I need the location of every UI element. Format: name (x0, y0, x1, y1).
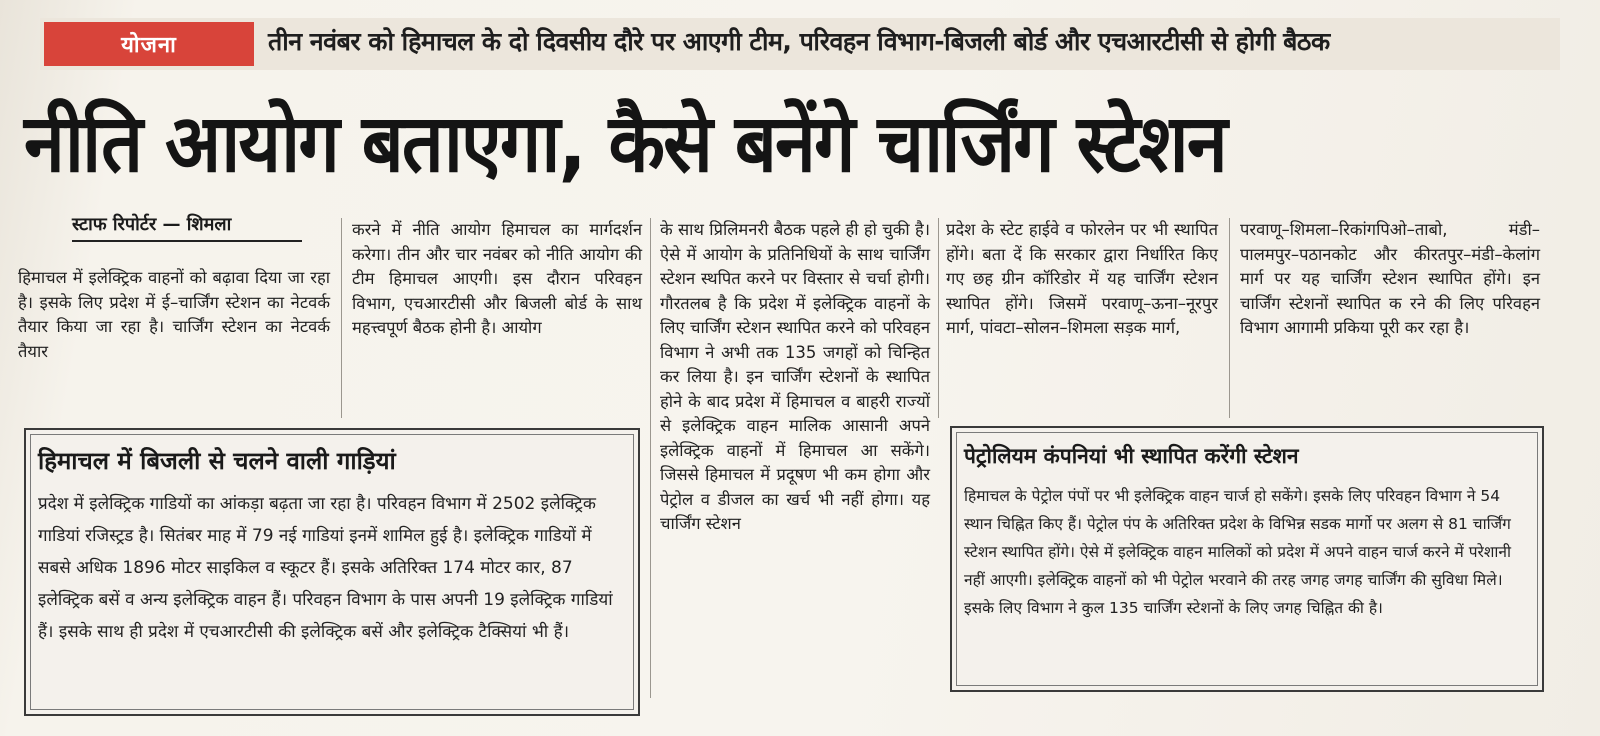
column-text: के साथ प्रिलिमनरी बैठक पहले ही हो चुकी है। ऐसे में आयोग के प्रतिनिधियों के साथ चार्जिंग स्टेशन स्थपित करने पर विस्तार से चर्चा होगी। गौरतलब है कि प्रदेश में इलेक्ट्रिक वाहनों के लिए चार्जिंग स्टेशन स्थापित करने को परिवहन विभाग ने अभी तक 135 जगहों को चिन्हित कर लिया है। इन चार्जिंग स्टेशनों के स्थापित होने के बाद प्रदेश में हिमाचल व बाहरी राज्यों से इलेक्ट्रिक वाहन मालिक आसानी अपने इलेक्ट्रिक वाहनों में हिमाचल आ सकेंगे। जिससे हिमाचल में प्रदूषण भी कम होगा और पेट्रोल व डीजल का खर्च भी नहीं होगा। यह चार्जिंग स्टेशन (660, 220, 930, 533)
column-text: प्रदेश के स्टेट हाईवे व फोरलेन पर भी स्थापित होंगे। बता दें कि सरकार द्वारा निर्धारित किए गए छह ग्रीन कॉरिडोर में यह चार्जिंग स्टेशन स्थापित होंगे। जिसमें परवाणू–ऊना–नूरपुर मार्ग, पांवटा–सोलन–शिमला सड़क मार्ग, (946, 220, 1218, 337)
article-column-4 (946, 218, 1218, 341)
column-divider (650, 218, 651, 698)
column-text: करने में नीति आयोग हिमाचल का मार्गदर्शन करेगा। तीन और चार नवंबर को नीति आयोग की टीम हिमाचल आएगी। इस दौरान परिवहन विभाग, एचआरटीसी और बिजली बोर्ड के साथ महत्त्वपूर्ण बैठक होनी है। आयोग (352, 220, 642, 337)
headline: नीति आयोग बताएगा, कैसे बनेंगे चार्जिंग स्टेशन (24, 97, 1226, 190)
kicker-line: तीन नवंबर को हिमाचल के दो दिवसीय दौरे पर आएगी टीम, परिवहन विभाग-बिजली बोर्ड और एचआरटीसी से होगी बैठक (268, 27, 1330, 56)
article-column-1 (18, 266, 330, 364)
byline: स्टाफ रिपोर्टर — शिमला (72, 212, 302, 242)
article-column-3 (660, 218, 930, 537)
column-text: परवाणू–शिमला–रिकांगपिओ–ताबो, मंडी–पालमपुर–पठानकोट और कीरतपुर–मंडी–केलांग मार्ग पर यह चार्जिंग स्टेशन स्थापित होंगे। इन चार्जिंग स्टेशनों स्थापित क रने की लिए परिवहन विभाग आगामी प्रकिया पूरी कर रहा है। (1240, 220, 1540, 337)
box-title: पेट्रोलियम कंपनियां भी स्थापित करेंगी स्टेशन (964, 444, 1299, 468)
column-text: हिमाचल में इलेक्ट्रिक वाहनों को बढ़ावा दिया जा रहा है। इसके लिए प्रदेश में ई–चार्जिंग स्टेशन का नेटवर्क तैयार किया जा रहा है। चार्जिंग स्टेशन का नेटवर्क तैयार (18, 268, 330, 361)
section-tag: योजना (44, 22, 254, 66)
box-title: हिमाचल में बिजली से चलने वाली गाड़ियां (38, 447, 396, 475)
column-divider (938, 218, 939, 418)
sidebar-box-petroleum (950, 426, 1544, 692)
sidebar-box-ev-count (24, 428, 640, 716)
box-body: हिमाचल के पेट्रोल पंपों पर भी इलेक्ट्रिक वाहन चार्ज हो सकेंगे। इसके लिए परिवहन विभाग ने 54 स्थान चिह्नित किए हैं। पेट्रोल पंप के अतिरिक्त प्रदेश के विभिन्न सडक मार्गो पर अलग से 81 चार्जिंग स्टेशन स्थापित होंगे। ऐसे में इलेक्ट्रिक वाहन मालिकों को प्रदेश में अपने वाहन चार्ज करने में परेशानी नहीं आएगी। इलेक्ट्रिक वाहनों को भी पेट्रोल भरवाने की तरह जगह जगह चार्जिंग की सुविधा मिले। इसके लिए विभाग ने कुल 135 चार्जिंग स्टेशनों के लिए जगह चिह्नित की है। (964, 487, 1512, 617)
column-divider (1229, 218, 1230, 418)
article-column-5 (1240, 218, 1540, 341)
column-divider (341, 218, 342, 418)
article-column-2 (352, 218, 642, 341)
box-body: प्रदेश में इलेक्ट्रिक गाडियों का आंकड़ा बढ़ता जा रहा है। परिवहन विभाग में 2502 इलेक्ट्रिक गाडियां रजिस्ट्रड है। सितंबर माह में 79 नई गाडियां इनमें शामिल हुई है। इलेक्ट्रिक गाडियों में सबसे अधिक 1896 मोटर साइकिल व स्कूटर हैं। इसके अतिरिक्त 174 मोटर कार, 87 इलेक्ट्रिक बसें व अन्य इलेक्ट्रिक वाहन हैं। परिवहन विभाग के पास अपनी 19 इलेक्ट्रिक गाडियां हैं। इसके साथ ही प्रदेश में एचआरटीसी की इलेक्ट्रिक बसें और इलेक्ट्रिक टैक्सियां भी हैं। (38, 494, 613, 642)
